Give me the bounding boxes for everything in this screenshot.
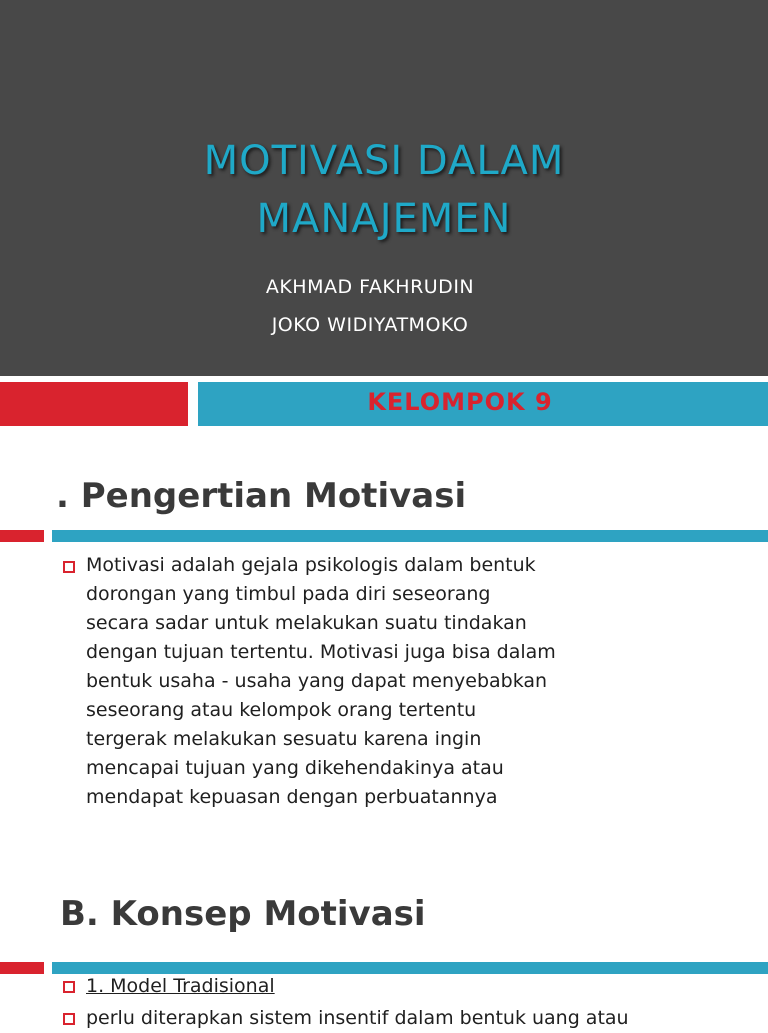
red-divider-bar (0, 962, 44, 974)
bullet-square-icon (63, 1013, 75, 1025)
title-slide (0, 0, 768, 428)
definition-paragraph: Motivasi adalah gejala psikologis dalam bentuk dorongan yang timbul pada diri seseorang secara sadar untuk melakukan suatu tindakan dengan tujuan tertentu. Motivasi juga bisa dalam bentuk usaha - usaha yang dapat menyebabkan seseorang atau kelompok orang tertentu tergerak melakukan sesuatu karena ingin mencapai tujuan yang dikehendakinya atau mendapat kepuasan dengan perbuatannya (86, 554, 556, 808)
bullet-insentif: perlu diterapkan sistem insentif dalam bentuk uang atau (86, 1007, 629, 1029)
section-heading-konsep: B. Konsep Motivasi (60, 894, 426, 934)
red-accent-bar (0, 382, 188, 426)
author-1: AKHMAD FAKHRUDIN (265, 276, 475, 298)
teal-divider-bar (52, 530, 768, 542)
author-2: JOKO WIDIYATMOKO (271, 314, 469, 336)
title-line-2: MANAJEMEN (256, 196, 512, 242)
red-divider-bar (0, 530, 44, 542)
bullet-square-icon (63, 561, 75, 573)
bullet-square-icon (63, 981, 75, 993)
bullet-model-tradisional[interactable]: 1. Model Tradisional (86, 975, 275, 997)
group-label: KELOMPOK 9 (367, 388, 553, 416)
slide-title (0, 132, 768, 248)
title-line-1: MOTIVASI DALAM (203, 138, 565, 184)
section-heading-pengertian: . Pengertian Motivasi (56, 476, 467, 516)
